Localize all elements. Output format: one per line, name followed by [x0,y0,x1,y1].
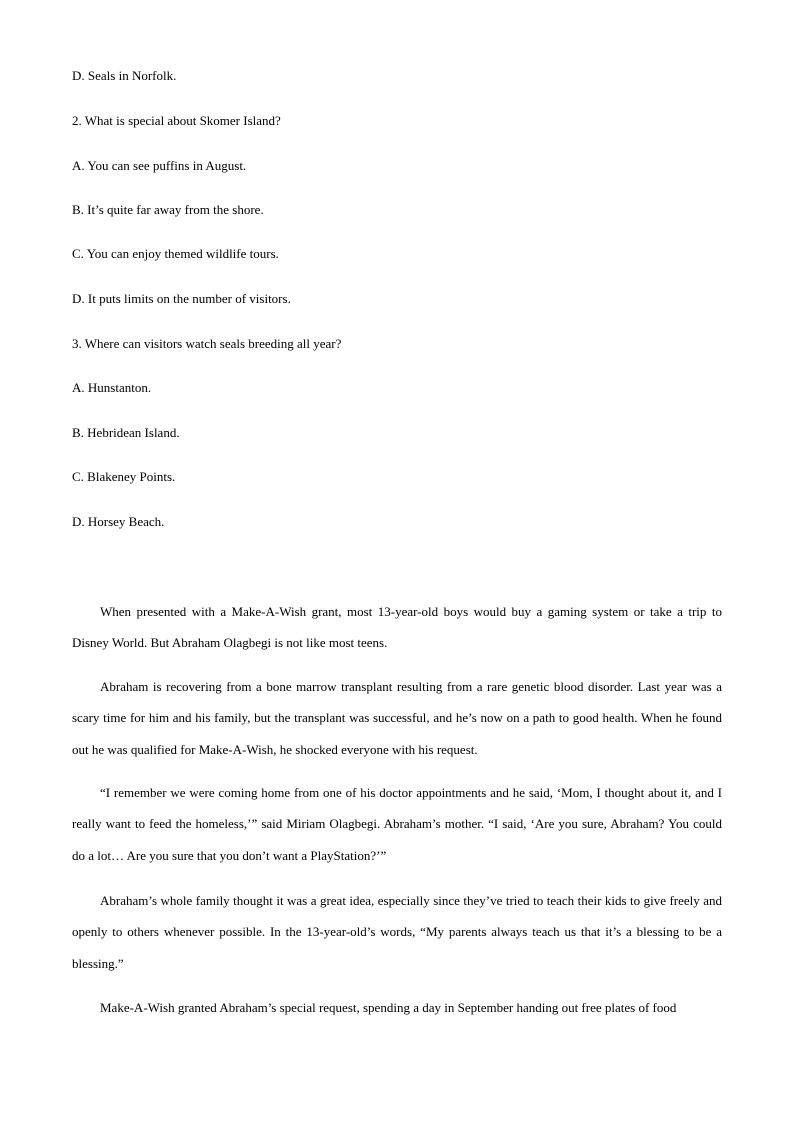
q1-option-d: D. Seals in Norfolk. [72,68,177,83]
q2-stem: 2. What is special about Skomer Island? [72,113,281,128]
q2-option-a: A. You can see puffins in August. [72,158,247,173]
passage-paragraph: Abraham is recovering from a bone marrow transplant resulting from a rare genetic blood disorder. Last year was a scary time for him and his family, but the transplant was successful, and he’s now on a path to good health. When he found out he was qualified for Make-A-Wish, he shocked everyone with his request. [72,679,722,757]
passage-paragraph: “I remember we were coming home from one of his doctor appointments and he said, ‘Mom, I thought about it, and I really want to feed the homeless,’” said Miriam Olagbegi. Abraham’s mother. “I said, ‘Are you sure, Abraham? You could do a lot… Are you sure that you don’t want a PlayStation?’” [72,785,722,863]
q2-option-b: B. It’s quite far away from the shore. [72,202,264,217]
passage-paragraph: When presented with a Make-A-Wish grant, most 13-year-old boys would buy a gaming system or take a trip to Disney World. But Abraham Olagbegi is not like most teens. [72,604,722,651]
q3-option-d: D. Horsey Beach. [72,514,165,529]
q3-option-b: B. Hebridean Island. [72,425,180,440]
q2-option-c: C. You can enjoy themed wildlife tours. [72,246,279,261]
q3-stem: 3. Where can visitors watch seals breeding all year? [72,336,342,351]
q3-option-a: A. Hunstanton. [72,380,152,395]
passage-paragraph: Make-A-Wish granted Abraham’s special request, spending a day in September handing out free plates of food [100,1000,677,1015]
q3-option-c: C. Blakeney Points. [72,469,176,484]
passage-paragraph: Abraham’s whole family thought it was a great idea, especially since they’ve tried to teach their kids to give freely and openly to others whenever possible. In the 13-year-old’s words, “My parents always teach us that it’s a blessing to be a blessing.” [72,893,722,971]
q2-option-d: D. It puts limits on the number of visitors. [72,291,291,306]
